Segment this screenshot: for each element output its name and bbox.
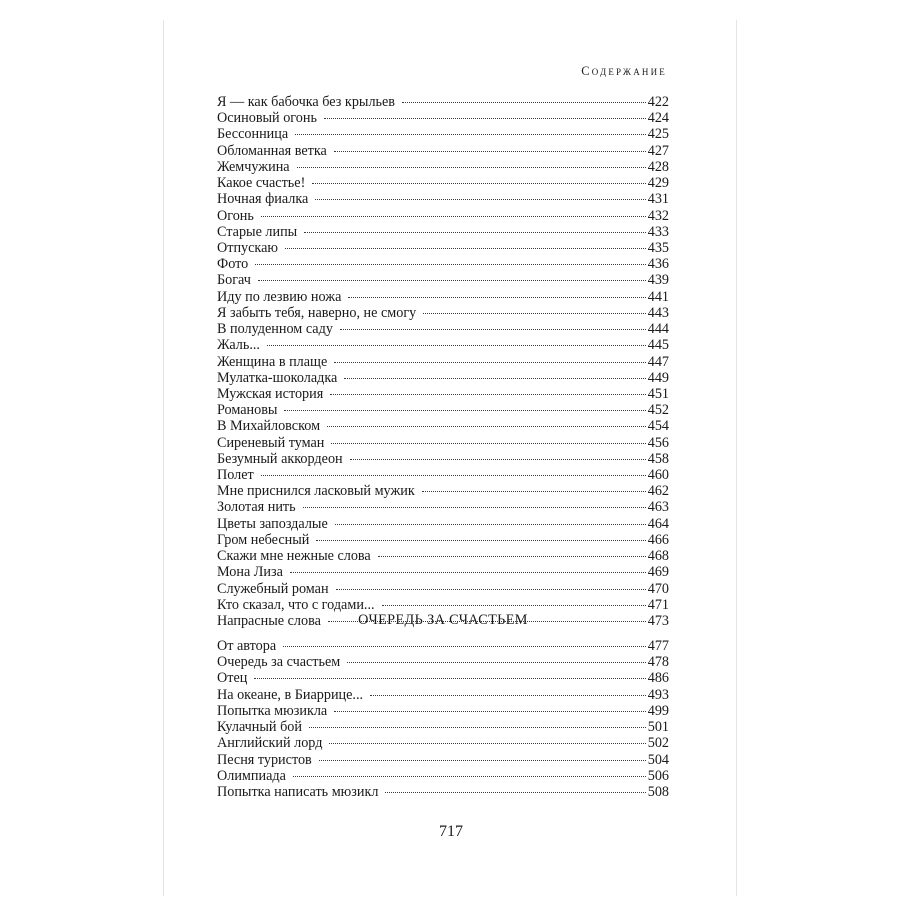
dot-leader bbox=[334, 362, 645, 363]
toc-entry bbox=[217, 703, 669, 719]
toc-entry-page: 439 bbox=[647, 272, 669, 289]
toc-entry-title: Попытка мюзикла bbox=[217, 702, 328, 719]
toc-entry-title: Песня туристов bbox=[217, 751, 312, 768]
dot-leader bbox=[385, 792, 645, 793]
toc-entry-title: Английский лорд bbox=[217, 735, 323, 752]
toc-entry-page: 506 bbox=[647, 767, 669, 784]
toc-entry-title: Старые липы bbox=[217, 223, 298, 240]
toc-entry-page: 454 bbox=[647, 418, 669, 435]
toc-entry-title: Очередь за счастьем bbox=[217, 654, 341, 671]
toc-entry-page: 456 bbox=[647, 434, 669, 451]
toc-entry-page: 432 bbox=[647, 207, 669, 224]
dot-leader bbox=[303, 507, 646, 508]
toc-entry-title: Я — как бабочка без крыльев bbox=[217, 94, 395, 110]
dot-leader bbox=[350, 459, 646, 460]
dot-leader bbox=[347, 662, 645, 663]
toc-entry bbox=[217, 386, 669, 402]
toc-entry bbox=[217, 654, 669, 670]
toc-entry-title: Скажи мне нежные слова bbox=[217, 548, 371, 565]
toc-entry bbox=[217, 597, 669, 613]
toc-entry-page: 429 bbox=[647, 175, 669, 192]
dot-leader bbox=[327, 426, 646, 427]
toc-entry-title: Кто сказал, что с годами... bbox=[217, 596, 375, 613]
running-head: Содержание bbox=[581, 64, 667, 78]
toc-entry bbox=[217, 305, 669, 321]
toc-entry-page: 431 bbox=[647, 191, 669, 208]
toc-entry-page: 499 bbox=[647, 702, 669, 719]
dot-leader bbox=[378, 556, 646, 557]
dot-leader bbox=[336, 589, 646, 590]
toc-entry-title: Мне приснился ласковый мужик bbox=[217, 483, 415, 500]
toc-entry bbox=[217, 94, 669, 110]
toc-entry-title: Сиреневый туман bbox=[217, 434, 325, 451]
toc-entry bbox=[217, 768, 669, 784]
dot-leader bbox=[423, 313, 645, 314]
toc-entry bbox=[217, 483, 669, 499]
toc-entry-title: Служебный роман bbox=[217, 580, 329, 597]
toc-entry-title: Золотая нить bbox=[217, 499, 296, 516]
toc-entry bbox=[217, 719, 669, 735]
toc-entry bbox=[217, 159, 669, 175]
toc-entry-page: 458 bbox=[647, 450, 669, 467]
dot-leader bbox=[293, 776, 646, 777]
toc-entry bbox=[217, 240, 669, 256]
dot-leader bbox=[255, 264, 645, 265]
toc-entry bbox=[217, 208, 669, 224]
dot-leader bbox=[285, 248, 646, 249]
toc-entry-title: Огонь bbox=[217, 207, 254, 224]
toc-entry-title: Полет bbox=[217, 467, 254, 484]
dot-leader bbox=[312, 183, 645, 184]
toc-entry-title: Фото bbox=[217, 256, 249, 273]
toc-entry-title: Романовы bbox=[217, 402, 278, 419]
dot-leader bbox=[324, 118, 646, 119]
toc-entry bbox=[217, 687, 669, 703]
toc-entry-page: 427 bbox=[647, 142, 669, 159]
toc-entry bbox=[217, 499, 669, 515]
toc-entry-page: 443 bbox=[647, 304, 669, 321]
toc-entry-page: 447 bbox=[647, 353, 669, 370]
toc-entry-page: 463 bbox=[647, 499, 669, 516]
dot-leader bbox=[329, 743, 645, 744]
toc-entry bbox=[217, 256, 669, 272]
toc-entry bbox=[217, 402, 669, 418]
dot-leader bbox=[330, 394, 645, 395]
toc-entry-title: Какое счастье! bbox=[217, 175, 306, 192]
toc-entry bbox=[217, 784, 669, 800]
toc-entry-page: 444 bbox=[647, 321, 669, 338]
toc-entry-title: Иду по лезвию ножа bbox=[217, 288, 342, 305]
toc-entry bbox=[217, 451, 669, 467]
toc-entry-page: 470 bbox=[647, 580, 669, 597]
toc-entry bbox=[217, 548, 669, 564]
toc-entry-title: Напрасные слова bbox=[217, 613, 321, 629]
toc-entry bbox=[217, 175, 669, 191]
toc-entry-title: Я забыть тебя, наверно, не смогу bbox=[217, 304, 417, 321]
toc-entry-page: 425 bbox=[647, 126, 669, 143]
toc-entry-page: 436 bbox=[647, 256, 669, 273]
toc-entry-page: 452 bbox=[647, 402, 669, 419]
page-number: 717 bbox=[439, 823, 463, 840]
toc-entry-page: 468 bbox=[647, 548, 669, 565]
toc-entry bbox=[217, 467, 669, 483]
toc-entry-page: 422 bbox=[647, 94, 669, 110]
toc-entry-title: Жемчужина bbox=[217, 158, 290, 175]
toc-entry-page: 504 bbox=[647, 751, 669, 768]
toc-entry-page: 428 bbox=[647, 158, 669, 175]
dot-leader bbox=[304, 232, 646, 233]
toc-entry bbox=[217, 752, 669, 768]
section-heading: ОЧЕРЕДЬ ЗА СЧАСТЬЕМ bbox=[358, 612, 528, 628]
toc-entry-title: Ночная фиалка bbox=[217, 191, 309, 208]
toc-entry-page: 478 bbox=[647, 654, 669, 671]
toc-entry-page: 451 bbox=[647, 385, 669, 402]
toc-entry-page: 477 bbox=[647, 638, 669, 654]
toc-list-part2 bbox=[217, 638, 669, 800]
toc-entry-title: Мона Лиза bbox=[217, 564, 283, 581]
toc-entry bbox=[217, 418, 669, 434]
toc-entry-page: 435 bbox=[647, 239, 669, 256]
toc-entry-title: Гром небесный bbox=[217, 531, 310, 548]
dot-leader bbox=[290, 572, 646, 573]
toc-entry bbox=[217, 564, 669, 580]
toc-entry-title: Отец bbox=[217, 670, 248, 687]
toc-entry-title: В Михайловском bbox=[217, 418, 321, 435]
toc-entry-title: Олимпиада bbox=[217, 767, 286, 784]
toc-entry bbox=[217, 735, 669, 751]
toc-entry-title: Попытка написать мюзикл bbox=[217, 783, 379, 800]
toc-entry-title: В полуденном саду bbox=[217, 321, 333, 338]
dot-leader bbox=[258, 280, 646, 281]
dot-leader bbox=[261, 475, 646, 476]
toc-entry-page: 424 bbox=[647, 110, 669, 127]
dot-leader bbox=[334, 711, 645, 712]
dot-leader bbox=[334, 151, 646, 152]
toc-entry bbox=[217, 670, 669, 686]
toc-entry-page: 445 bbox=[647, 337, 669, 354]
dot-leader bbox=[344, 378, 645, 379]
toc-entry bbox=[217, 370, 669, 386]
toc-entry bbox=[217, 638, 669, 654]
dot-leader bbox=[348, 297, 645, 298]
toc-entry-title: Жаль... bbox=[217, 337, 260, 354]
toc-entry-title: Безумный аккордеон bbox=[217, 450, 343, 467]
toc-entry-page: 502 bbox=[647, 735, 669, 752]
toc-entry bbox=[217, 516, 669, 532]
toc-entry bbox=[217, 224, 669, 240]
toc-entry-title: Цветы запоздалые bbox=[217, 515, 328, 532]
dot-leader bbox=[331, 443, 645, 444]
toc-entry bbox=[217, 272, 669, 288]
toc-entry-title: Мулатка-шоколадка bbox=[217, 369, 338, 386]
toc-entry-page: 501 bbox=[647, 719, 669, 736]
toc-entry-title: Бессонница bbox=[217, 126, 289, 143]
toc-entry-title: Обломанная ветка bbox=[217, 142, 327, 159]
dot-leader bbox=[316, 540, 645, 541]
toc-entry-page: 469 bbox=[647, 564, 669, 581]
toc-list-part1 bbox=[217, 94, 669, 629]
toc-entry-page: 486 bbox=[647, 670, 669, 687]
toc-entry bbox=[217, 581, 669, 597]
dot-leader bbox=[402, 102, 646, 103]
toc-entry-page: 473 bbox=[647, 613, 669, 629]
toc-entry bbox=[217, 289, 669, 305]
toc-entry bbox=[217, 110, 669, 126]
toc-entry bbox=[217, 532, 669, 548]
dot-leader bbox=[370, 695, 646, 696]
toc-entry-title: Кулачный бой bbox=[217, 719, 302, 736]
dot-leader bbox=[297, 167, 646, 168]
toc-entry-title: На океане, в Биаррице... bbox=[217, 686, 364, 703]
toc-entry-page: 464 bbox=[647, 515, 669, 532]
toc-entry-title: Мужская история bbox=[217, 385, 324, 402]
toc-entry bbox=[217, 143, 669, 159]
toc-entry-title: От автора bbox=[217, 638, 277, 654]
dot-leader bbox=[335, 524, 646, 525]
toc-entry-page: 471 bbox=[647, 596, 669, 613]
toc-entry-title: Женщина в плаще bbox=[217, 353, 328, 370]
book-page bbox=[163, 20, 737, 896]
toc-entry bbox=[217, 337, 669, 353]
toc-entry bbox=[217, 354, 669, 370]
dot-leader bbox=[309, 727, 646, 728]
dot-leader bbox=[267, 345, 646, 346]
toc-entry-title: Богач bbox=[217, 272, 251, 289]
dot-leader bbox=[283, 646, 646, 647]
toc-entry-page: 433 bbox=[647, 223, 669, 240]
toc-entry bbox=[217, 435, 669, 451]
dot-leader bbox=[319, 760, 646, 761]
dot-leader bbox=[382, 605, 646, 606]
dot-leader bbox=[295, 134, 646, 135]
toc-entry-title: Отпускаю bbox=[217, 239, 279, 256]
toc-entry-page: 449 bbox=[647, 369, 669, 386]
toc-entry-page: 460 bbox=[647, 467, 669, 484]
toc-entry-page: 462 bbox=[647, 483, 669, 500]
toc-entry bbox=[217, 191, 669, 207]
toc-entry-page: 466 bbox=[647, 531, 669, 548]
toc-entry bbox=[217, 321, 669, 337]
toc-entry-page: 493 bbox=[647, 686, 669, 703]
dot-leader bbox=[340, 329, 646, 330]
toc-entry bbox=[217, 126, 669, 142]
dot-leader bbox=[261, 216, 646, 217]
dot-leader bbox=[422, 491, 646, 492]
toc-entry-title: Осиновый огонь bbox=[217, 110, 317, 127]
dot-leader bbox=[284, 410, 645, 411]
dot-leader bbox=[254, 678, 645, 679]
toc-entry-page: 441 bbox=[647, 288, 669, 305]
dot-leader bbox=[315, 199, 645, 200]
toc-entry-page: 508 bbox=[647, 783, 669, 800]
